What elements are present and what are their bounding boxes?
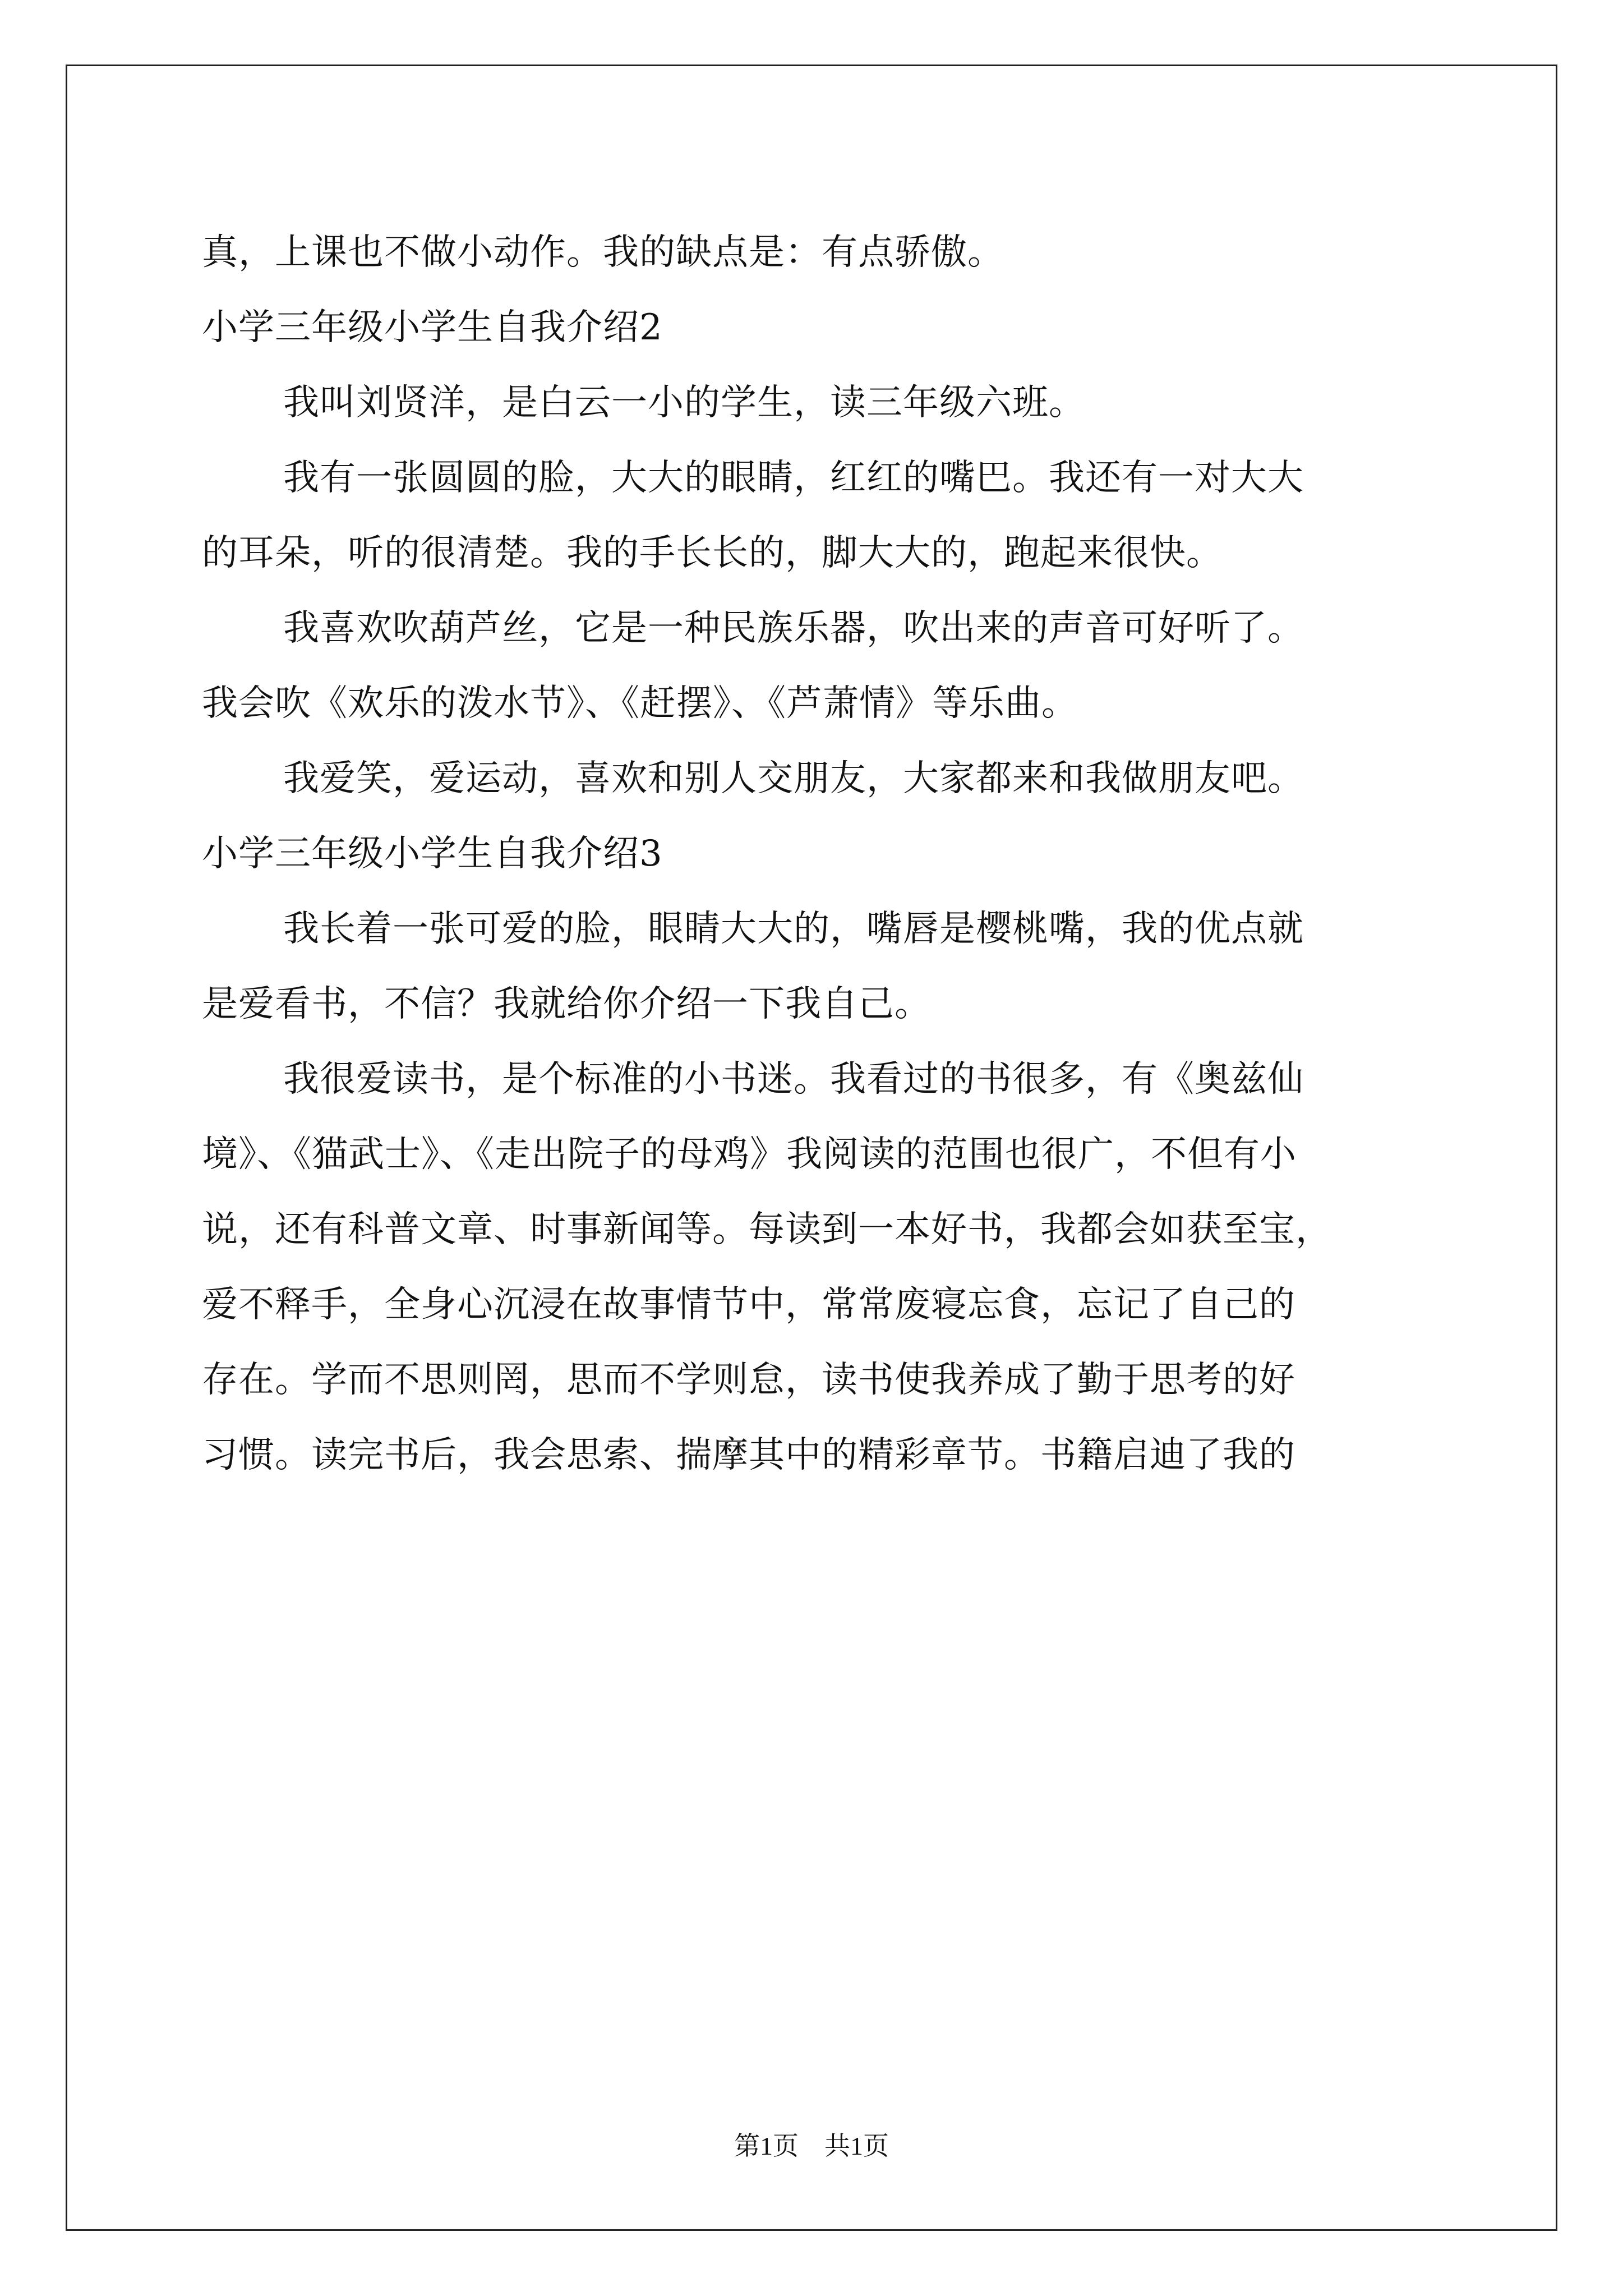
body-text-line: 我爱笑，爱运动，喜欢和别人交朋友，大家都来和我做朋友吧。: [283, 758, 1304, 799]
body-text-line: 说，还有科普文章、时事新闻等。每读到一本好书，我都会如获至宝，: [202, 1209, 1332, 1250]
body-text-line: 我会吹《欢乐的泼水节》、《赶摆》、《芦萧情》等乐曲。: [202, 683, 1078, 724]
body-text-line: 真，上课也不做小动作。我的缺点是：有点骄傲。: [202, 232, 1004, 273]
body-text-line: 习惯。读完书后，我会思索、揣摩其中的精彩章节。书籍启迪了我的: [202, 1434, 1295, 1476]
body-text-line: 境》、《猫武士》、《走出院子的母鸡》我阅读的范围也很广，不但有小: [202, 1134, 1297, 1175]
body-text-line: 是爱看书，不信？我就给你介绍一下我自己。: [202, 983, 931, 1025]
body-text-line: 我很爱读书，是个标准的小书迷。我看过的书很多，有《奥兹仙: [283, 1059, 1304, 1100]
page-number-footer: 第1页 共1页: [734, 2132, 889, 2160]
body-text-line: 我长着一张可爱的脸，眼睛大大的，嘴唇是樱桃嘴，我的优点就: [283, 908, 1304, 950]
body-text-line: 存在。学而不思则罔，思而不学则怠，读书使我养成了勤于思考的好: [202, 1359, 1295, 1401]
body-text-line: 我有一张圆圆的脸，大大的眼睛，红红的嘴巴。我还有一对大大: [283, 457, 1304, 499]
section-heading: 小学三年级小学生自我介绍3: [202, 833, 663, 875]
body-text-line: 我叫刘贤洋，是白云一小的学生，读三年级六班。: [283, 382, 1085, 424]
body-text-line: 我喜欢吹葫芦丝，它是一种民族乐器，吹出来的声音可好听了。: [283, 608, 1304, 649]
section-heading: 小学三年级小学生自我介绍2: [202, 307, 663, 348]
body-text-line: 爱不释手，全身心沉浸在故事情节中，常常废寝忘食，忘记了自己的: [202, 1284, 1295, 1326]
body-text-line: 的耳朵，听的很清楚。我的手长长的，脚大大的，跑起来很快。: [202, 532, 1223, 574]
